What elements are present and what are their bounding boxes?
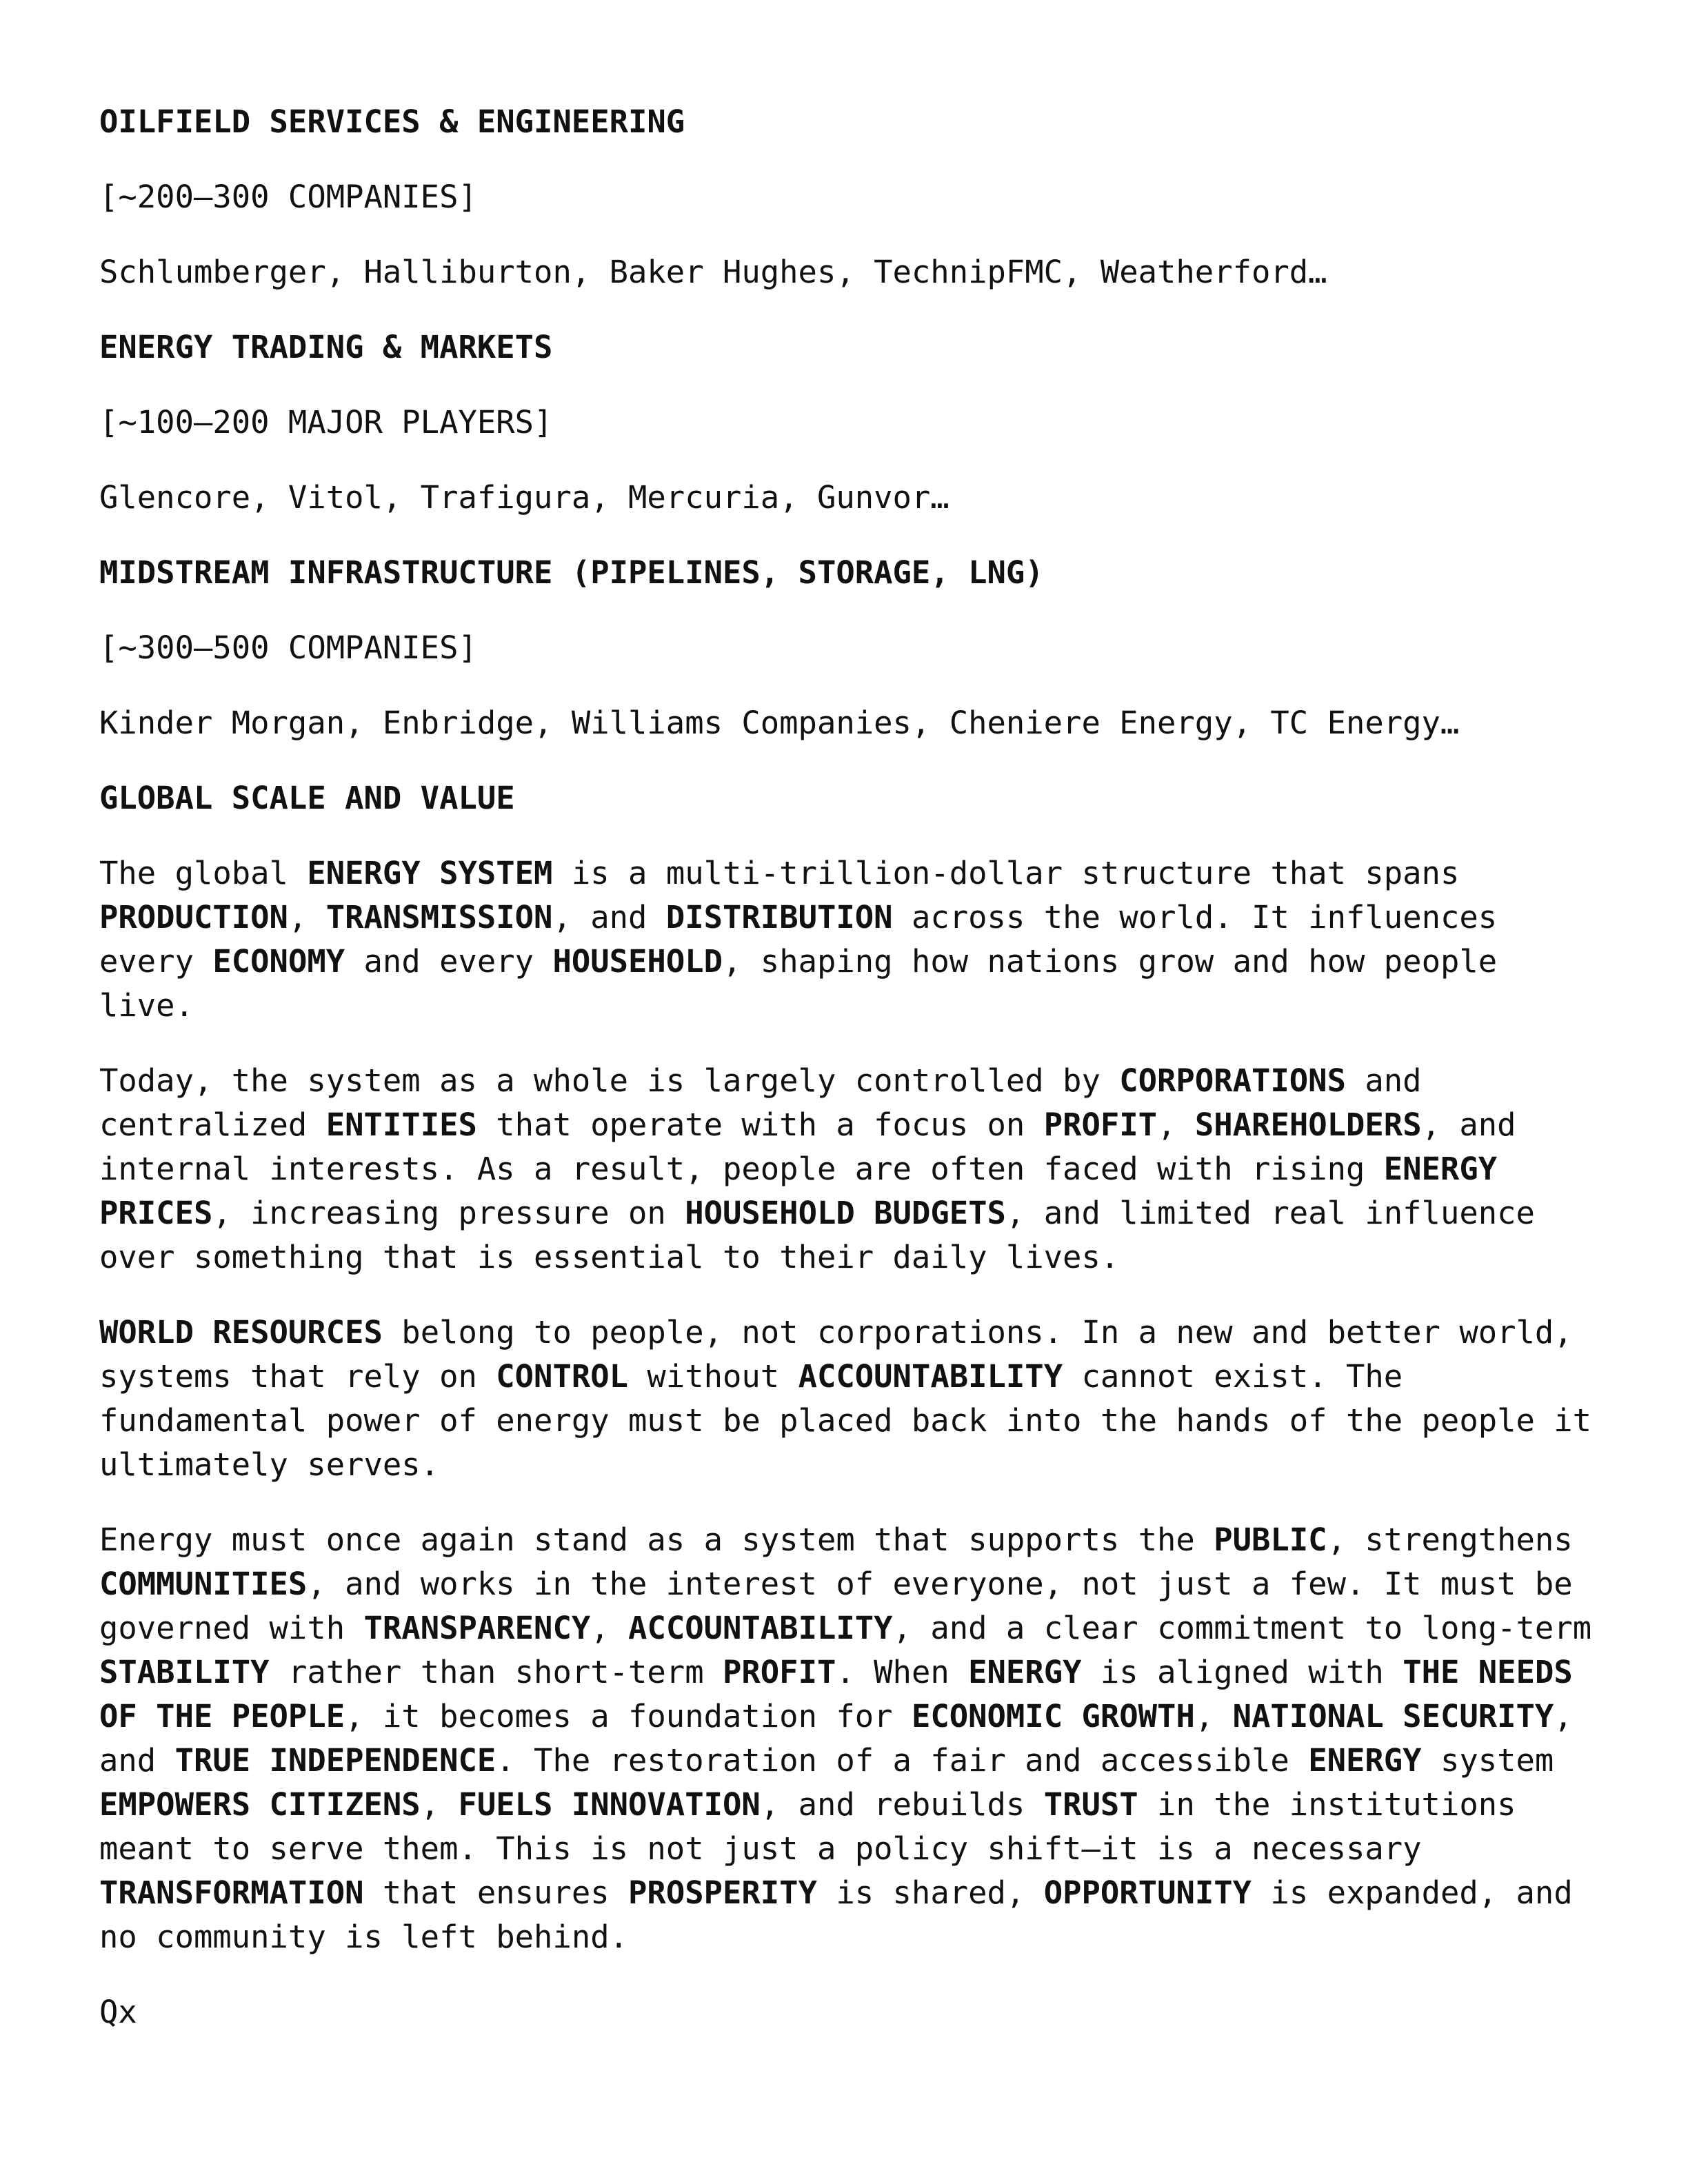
emphasis-term: TRANSFORMATION: [99, 1874, 364, 1911]
section-examples-midstream: Kinder Morgan, Enbridge, Williams Companies, Cheniere Energy, TC Energy…: [99, 705, 1460, 741]
text-run: and centralized: [99, 1062, 1422, 1143]
text-run: , and a clear commitment to long-term: [892, 1610, 1592, 1646]
emphasis-term: SHAREHOLDERS: [1194, 1106, 1422, 1143]
emphasis-term: ENERGY: [968, 1654, 1082, 1690]
text-run: is a multi-trillion-dollar structure that spans: [552, 855, 1460, 891]
section-heading-trading: ENERGY TRADING & MARKETS: [99, 329, 553, 365]
section-count-oilfield: [~200–300 COMPANIES]: [99, 179, 477, 215]
text-run: is shared,: [816, 1874, 1044, 1911]
section-count-midstream: [~300–500 COMPANIES]: [99, 629, 477, 666]
text-run: , and rebuilds: [760, 1786, 1044, 1823]
emphasis-term: TRANSMISSION: [325, 899, 553, 936]
emphasis-term: FUELS INNOVATION: [458, 1786, 761, 1823]
text-run: across the world. It influences every: [99, 899, 1498, 980]
text-run: ,: [288, 899, 326, 936]
emphasis-term: PUBLIC: [1214, 1521, 1327, 1558]
emphasis-term: CONTROL: [496, 1358, 629, 1395]
emphasis-term: PROSPERITY: [628, 1874, 817, 1911]
text-run: system: [1421, 1742, 1554, 1779]
emphasis-term: TRUST: [1043, 1786, 1138, 1823]
section-heading-oilfield: OILFIELD SERVICES & ENGINEERING: [99, 103, 685, 140]
emphasis-term: TRUE INDEPENDENCE: [174, 1742, 496, 1779]
emphasis-term: PROFIT: [723, 1654, 836, 1690]
text-run: . When: [836, 1654, 969, 1690]
text-run: . The restoration of a fair and accessible: [496, 1742, 1309, 1779]
emphasis-term: ENERGY SYSTEM: [307, 855, 553, 891]
text-run: ,: [1157, 1106, 1195, 1143]
emphasis-term: ACCOUNTABILITY: [628, 1610, 893, 1646]
emphasis-term: NATIONAL SECURITY: [1232, 1698, 1554, 1735]
text-run: The global: [99, 855, 308, 891]
emphasis-term: ENERGY PRICES: [99, 1151, 1498, 1231]
text-run: ,: [420, 1786, 459, 1823]
section-heading-midstream: MIDSTREAM INFRASTRUCTURE (PIPELINES, STORAGE, LNG): [99, 554, 1044, 591]
emphasis-term: EMPOWERS CITIZENS: [99, 1786, 421, 1823]
text-run: , and works in the interest of everyone, not just a few. It must be governed with: [99, 1566, 1573, 1646]
text-run: , and limited real influence over something that is essential to their daily lives.: [99, 1195, 1535, 1275]
section-count-trading: [~100–200 MAJOR PLAYERS]: [99, 404, 553, 441]
emphasis-term: CORPORATIONS: [1119, 1062, 1346, 1099]
global-paragraph-3: [99, 1311, 1598, 1487]
global-paragraph-4: [99, 1518, 1598, 1959]
text-run: Today, the system as a whole is largely controlled by: [99, 1062, 1120, 1099]
section-examples-trading: Glencore, Vitol, Trafigura, Mercuria, Gunvor…: [99, 479, 950, 516]
text-run: Energy must once again stand as a system that supports the: [99, 1521, 1214, 1558]
text-run: , and: [99, 1698, 1573, 1779]
emphasis-term: HOUSEHOLD: [552, 943, 723, 980]
text-run: is expanded, and no community is left behind.: [99, 1874, 1573, 1955]
emphasis-term: ACCOUNTABILITY: [798, 1358, 1063, 1395]
signature-initials: Qx: [99, 1994, 137, 2030]
emphasis-term: ECONOMIC GROWTH: [911, 1698, 1195, 1735]
emphasis-term: ENTITIES: [325, 1106, 477, 1143]
text-run: rather than short-term: [269, 1654, 723, 1690]
text-run: , and: [552, 899, 666, 936]
text-run: that ensures: [363, 1874, 629, 1911]
text-run: and every: [345, 943, 553, 980]
text-run: , and internal interests. As a result, people are often faced with rising: [99, 1106, 1516, 1187]
emphasis-term: PROFIT: [1043, 1106, 1158, 1143]
text-run: that operate with a focus on: [476, 1106, 1044, 1143]
emphasis-term: THE NEEDS OF THE PEOPLE: [99, 1654, 1573, 1735]
text-run: , shaping how nations grow and how people live.: [99, 943, 1498, 1024]
text-run: is aligned with: [1081, 1654, 1403, 1690]
text-run: , it becomes a foundation for: [345, 1698, 912, 1735]
global-paragraph-2: [99, 1059, 1598, 1280]
emphasis-term: STABILITY: [99, 1654, 270, 1690]
emphasis-term: ENERGY: [1308, 1742, 1422, 1779]
text-run: , strengthens: [1327, 1521, 1573, 1558]
emphasis-term: TRANSPARENCY: [363, 1610, 591, 1646]
emphasis-term: COMMUNITIES: [99, 1566, 308, 1602]
global-paragraph-1: [99, 851, 1598, 1028]
emphasis-term: HOUSEHOLD BUDGETS: [685, 1195, 1006, 1231]
section-examples-oilfield: Schlumberger, Halliburton, Baker Hughes, TechnipFMC, Weatherford…: [99, 254, 1327, 290]
global-scale-heading: GLOBAL SCALE AND VALUE: [99, 780, 515, 816]
text-run: cannot exist. The fundamental power of energy must be placed back into the hands of the people it ultimately serves.: [99, 1358, 1592, 1483]
text-run: , increasing pressure on: [212, 1195, 685, 1231]
emphasis-term: OPPORTUNITY: [1043, 1874, 1252, 1911]
emphasis-term: PRODUCTION: [99, 899, 288, 936]
text-run: in the institutions meant to serve them. This is not just a policy shift—it is a necessary: [99, 1786, 1516, 1867]
text-run: belong to people, not corporations. In a new and better world, systems that rely on: [99, 1314, 1573, 1395]
text-run: ,: [590, 1610, 629, 1646]
text-run: without: [628, 1358, 798, 1395]
text-run: ,: [1194, 1698, 1233, 1735]
emphasis-term: ECONOMY: [212, 943, 345, 980]
emphasis-term: WORLD RESOURCES: [99, 1314, 383, 1351]
emphasis-term: DISTRIBUTION: [665, 899, 893, 936]
